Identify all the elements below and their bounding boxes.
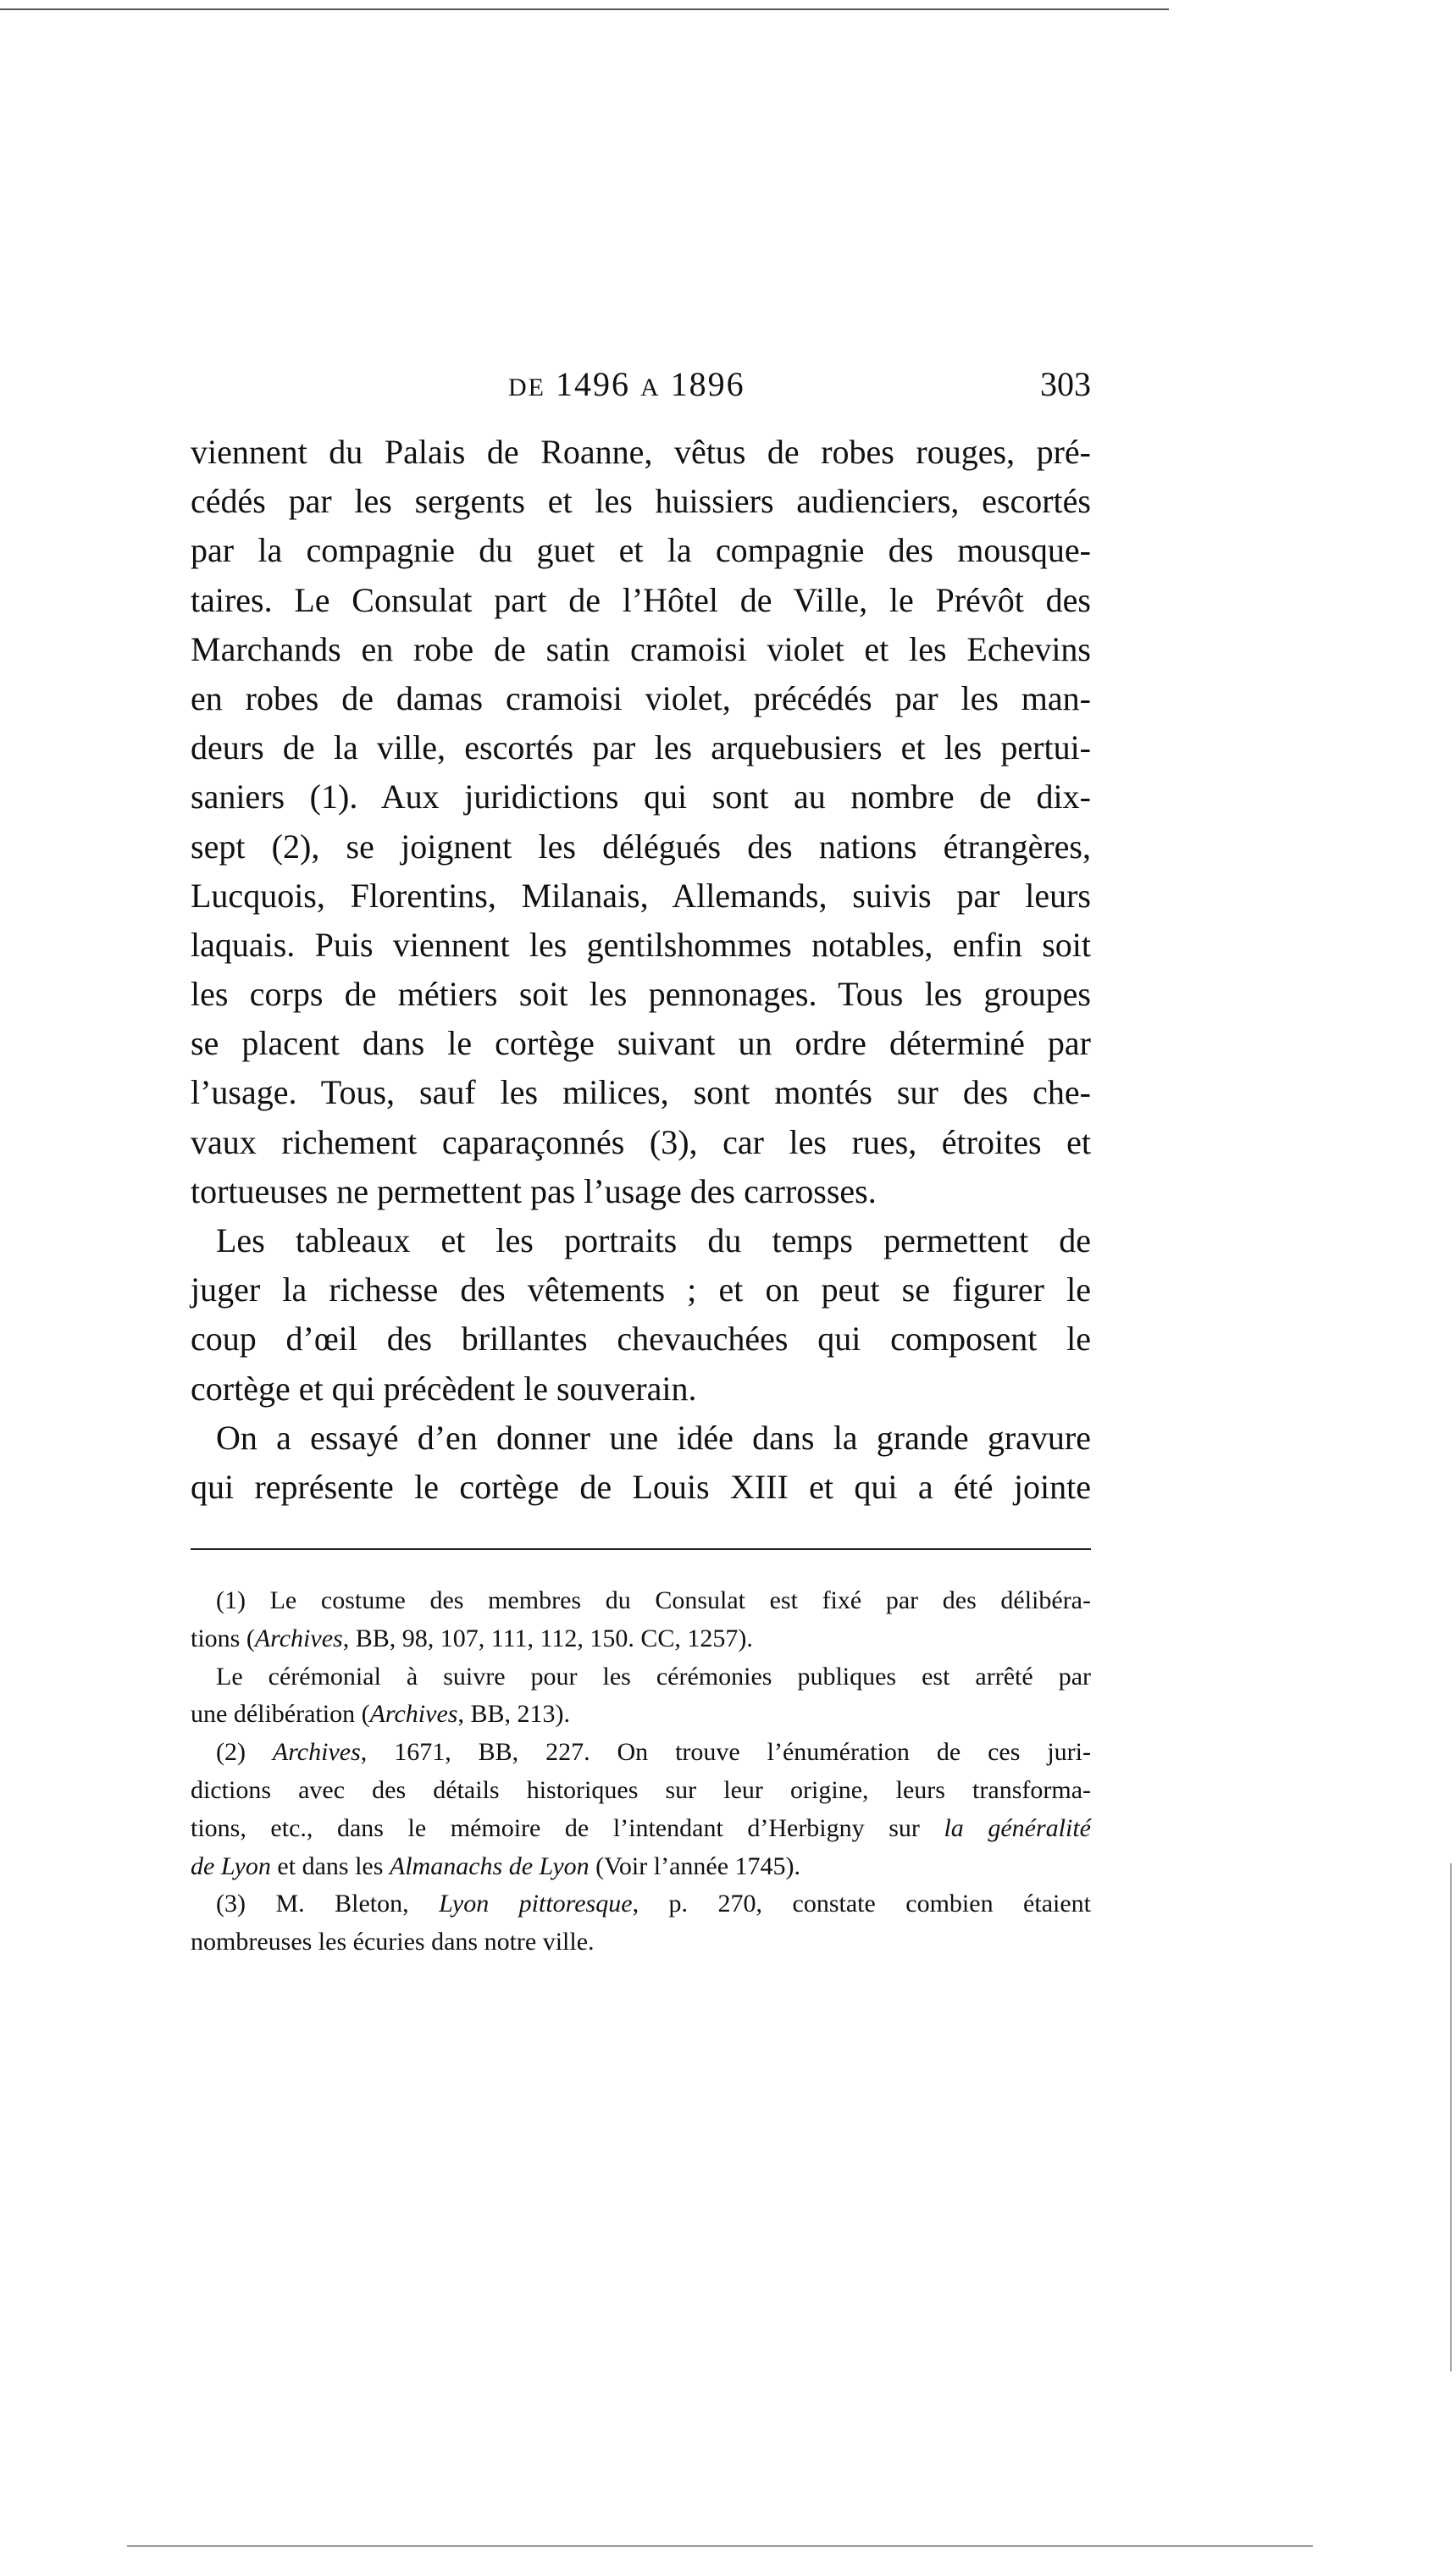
body-line: l’usage. Tous, sauf les milices, sont montés sur des che-	[191, 1073, 1091, 1112]
body-line: sept (2), se joignent les délégués des nations étrangères,	[191, 827, 1091, 866]
title-mid: A	[640, 374, 661, 401]
text: et dans les	[270, 1851, 390, 1880]
footnote-rule	[191, 1548, 1091, 1550]
body-line: viennent du Palais de Roanne, vêtus de robes rouges, pré-	[191, 433, 1091, 471]
body-line: les corps de métiers soit les pennonages. Tous les groupes	[191, 975, 1091, 1014]
text: (1) Le costume des membres du Consulat est fixé par des délibéra-	[216, 1586, 1091, 1614]
text: nombreuses les écuries dans notre ville.	[191, 1928, 595, 1956]
body-line: cédés par les sergents et les huissiers audienciers, escortés	[191, 482, 1091, 521]
body-line: deurs de la ville, escortés par les arquebusiers et les pertui-	[191, 728, 1091, 767]
italic-citation: Almanachs de Lyon	[389, 1851, 590, 1880]
body-line: saniers (1). Aux juridictions qui sont au nombre de dix-	[191, 778, 1091, 816]
body-text	[191, 428, 1091, 1512]
body-line: On a essayé d’en donner une idée dans la grande gravure	[216, 1418, 1091, 1457]
footnote-2-line	[191, 1848, 1091, 1886]
text: (2)	[216, 1738, 273, 1767]
scan-edge-bottom	[127, 2545, 1313, 2547]
body-line: cortège et qui précèdent le souverain.	[191, 1369, 697, 1408]
body-line: coup d’œil des brillantes chevauchées qui composent le	[191, 1320, 1091, 1359]
page-number: 303	[1040, 365, 1091, 403]
body-line: Lucquois, Florentins, Milanais, Allemands, suivis par leurs	[191, 876, 1091, 915]
text: , p. 270, constate combien étaient	[632, 1890, 1092, 1918]
italic-citation: la généralité	[944, 1813, 1091, 1842]
footnote-2-line	[191, 1772, 1091, 1810]
text: (Voir l’année 1745).	[589, 1851, 801, 1880]
text: , 1671, BB, 227. On trouve l’énumération de ces juri-	[360, 1738, 1091, 1767]
text: , BB, 213).	[457, 1700, 570, 1729]
italic-citation: Archives	[369, 1700, 458, 1729]
text: tions (	[191, 1624, 255, 1652]
italic-citation: Archives	[272, 1738, 361, 1767]
body-line: Marchands en robe de satin cramoisi violet et les Echevins	[191, 629, 1091, 668]
scan-edge-top	[0, 8, 1169, 10]
italic-citation: de Lyon	[191, 1851, 271, 1880]
body-line: par la compagnie du guet et la compagnie des mousque-	[191, 531, 1091, 570]
running-title	[508, 364, 745, 404]
text: , BB, 98, 107, 111, 112, 150. CC, 1257).	[342, 1624, 753, 1652]
title-prefix: DE	[508, 374, 545, 401]
body-line: se placent dans le cortège suivant un ordre déterminé par	[191, 1024, 1091, 1063]
running-header	[191, 364, 1091, 415]
footnote-1b-line	[191, 1658, 1091, 1696]
italic-citation: Archives	[254, 1624, 343, 1652]
body-line: vaux richement caparaçonnés (3), car les rues, étroites et	[191, 1122, 1091, 1161]
footnote-1b-line	[191, 1696, 1091, 1734]
year-start: 1496	[556, 365, 630, 403]
body-line: taires. Le Consulat part de l’Hôtel de Ville, le Prévôt des	[191, 580, 1091, 619]
text: (3) M. Bleton,	[216, 1890, 440, 1918]
body-line: Les tableaux et les portraits du temps permettent de	[216, 1221, 1091, 1259]
text: tions, etc., dans le mémoire de l’intendant d’Herbigny sur	[191, 1813, 944, 1842]
text: Le cérémonial à suivre pour les cérémonies publiques est arrêté par	[216, 1662, 1091, 1691]
body-line: tortueuses ne permettent pas l’usage des carrosses.	[191, 1171, 877, 1210]
body-line: en robes de damas cramoisi violet, précédés par les man-	[191, 678, 1091, 717]
text: dictions avec des détails historiques sur leur origine, leurs transforma-	[191, 1775, 1091, 1804]
italic-citation: Lyon pittoresque	[439, 1890, 633, 1918]
footnote-2-line	[191, 1734, 1091, 1772]
scan-edge-right	[1450, 1863, 1452, 2372]
year-end: 1896	[670, 365, 745, 403]
body-line: qui représente le cortège de Louis XIII et qui a été jointe	[191, 1467, 1091, 1506]
footnote-1-line	[191, 1620, 1091, 1658]
text: une délibération (	[191, 1700, 370, 1729]
footnotes	[191, 1582, 1091, 1962]
footnote-3-line	[191, 1923, 1091, 1962]
footnote-2-line	[191, 1810, 1091, 1848]
footnote-1-line	[191, 1582, 1091, 1620]
footnote-3-line	[191, 1885, 1091, 1923]
body-line: juger la richesse des vêtements ; et on peut se figurer le	[191, 1270, 1091, 1309]
body-line: laquais. Puis viennent les gentilshommes notables, enfin soit	[191, 925, 1091, 964]
